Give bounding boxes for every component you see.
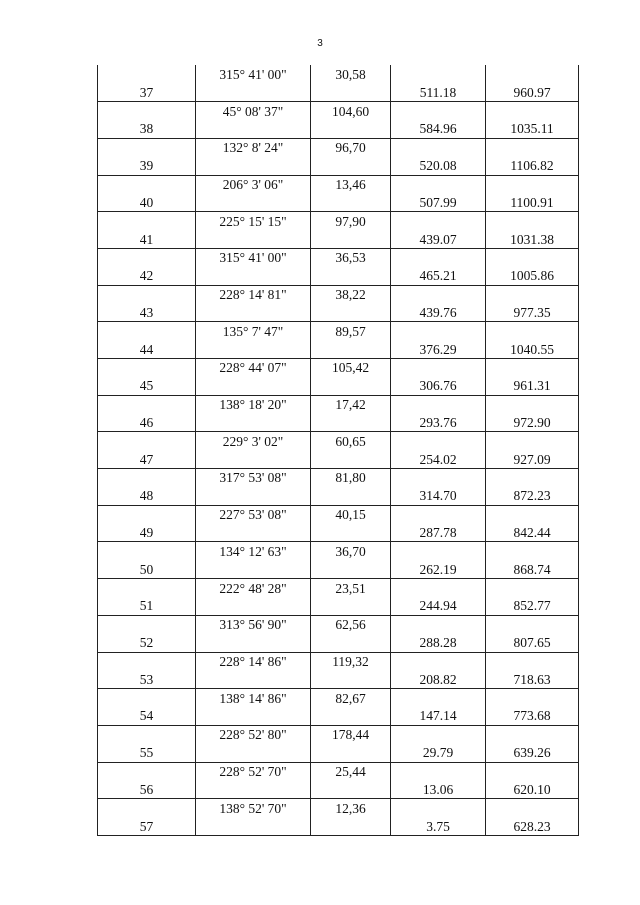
empty-cell	[98, 652, 196, 670]
empty-cell	[98, 469, 196, 487]
empty-cell	[98, 689, 196, 707]
empty-cell	[196, 487, 311, 505]
empty-cell	[391, 615, 486, 633]
direction-angle-cell: 135° 7' 47"	[196, 322, 311, 340]
segment-row	[98, 285, 579, 303]
direction-angle-cell: 45° 08' 37"	[196, 102, 311, 120]
distance-cell: 13,46	[311, 175, 391, 193]
direction-angle-cell: 228° 52' 80"	[196, 725, 311, 743]
point-row	[98, 487, 579, 505]
empty-cell	[391, 579, 486, 597]
point-number-cell: 56	[98, 780, 196, 798]
point-number-cell: 53	[98, 670, 196, 688]
empty-cell	[196, 340, 311, 358]
empty-cell	[98, 615, 196, 633]
distance-cell: 82,67	[311, 689, 391, 707]
empty-cell	[311, 560, 391, 578]
x-coordinate-cell: 376.29	[391, 340, 486, 358]
empty-cell	[311, 634, 391, 652]
y-coordinate-cell: 961.31	[486, 377, 579, 395]
point-number-cell: 39	[98, 157, 196, 175]
empty-cell	[196, 707, 311, 725]
point-number-cell: 41	[98, 230, 196, 248]
point-number-cell: 46	[98, 414, 196, 432]
point-number-cell: 57	[98, 817, 196, 835]
empty-cell	[486, 212, 579, 230]
empty-cell	[311, 157, 391, 175]
direction-angle-cell: 138° 52' 70"	[196, 799, 311, 817]
point-number-cell: 51	[98, 597, 196, 615]
empty-cell	[196, 303, 311, 321]
point-number-cell: 49	[98, 524, 196, 542]
x-coordinate-cell: 306.76	[391, 377, 486, 395]
x-coordinate-cell: 287.78	[391, 524, 486, 542]
empty-cell	[98, 212, 196, 230]
empty-cell	[311, 340, 391, 358]
x-coordinate-cell: 439.07	[391, 230, 486, 248]
point-number-cell: 50	[98, 560, 196, 578]
segment-row	[98, 799, 579, 817]
point-number-cell: 45	[98, 377, 196, 395]
distance-cell: 30,58	[311, 65, 391, 83]
segment-row	[98, 615, 579, 633]
empty-cell	[311, 707, 391, 725]
y-coordinate-cell: 773.68	[486, 707, 579, 725]
empty-cell	[486, 285, 579, 303]
y-coordinate-cell: 807.65	[486, 634, 579, 652]
empty-cell	[486, 65, 579, 83]
x-coordinate-cell: 208.82	[391, 670, 486, 688]
empty-cell	[311, 524, 391, 542]
direction-angle-cell: 132° 8' 24"	[196, 138, 311, 156]
y-coordinate-cell: 628.23	[486, 817, 579, 835]
x-coordinate-cell: 314.70	[391, 487, 486, 505]
y-coordinate-cell: 842.44	[486, 524, 579, 542]
empty-cell	[311, 670, 391, 688]
segment-row	[98, 652, 579, 670]
distance-cell: 105,42	[311, 359, 391, 377]
empty-cell	[391, 395, 486, 413]
coordinates-table-body	[98, 65, 579, 835]
empty-cell	[391, 432, 486, 450]
empty-cell	[311, 303, 391, 321]
empty-cell	[486, 432, 579, 450]
direction-angle-cell: 228° 14' 81"	[196, 285, 311, 303]
empty-cell	[486, 359, 579, 377]
point-number-cell: 38	[98, 120, 196, 138]
x-coordinate-cell: 13.06	[391, 780, 486, 798]
empty-cell	[196, 414, 311, 432]
page-number: 3	[317, 38, 323, 49]
point-row	[98, 597, 579, 615]
empty-cell	[486, 652, 579, 670]
empty-cell	[391, 248, 486, 266]
x-coordinate-cell: 439.76	[391, 303, 486, 321]
distance-cell: 178,44	[311, 725, 391, 743]
empty-cell	[311, 780, 391, 798]
distance-cell: 12,36	[311, 799, 391, 817]
y-coordinate-cell: 927.09	[486, 450, 579, 468]
empty-cell	[196, 267, 311, 285]
y-coordinate-cell: 872.23	[486, 487, 579, 505]
direction-angle-cell: 315° 41' 00"	[196, 248, 311, 266]
empty-cell	[311, 83, 391, 101]
empty-cell	[196, 780, 311, 798]
empty-cell	[98, 175, 196, 193]
y-coordinate-cell: 960.97	[486, 83, 579, 101]
point-number-cell: 47	[98, 450, 196, 468]
empty-cell	[98, 725, 196, 743]
direction-angle-cell: 206° 3' 06"	[196, 175, 311, 193]
point-number-cell: 52	[98, 634, 196, 652]
empty-cell	[486, 175, 579, 193]
point-number-cell: 44	[98, 340, 196, 358]
empty-cell	[196, 744, 311, 762]
empty-cell	[311, 487, 391, 505]
point-number-cell: 40	[98, 193, 196, 211]
distance-cell: 89,57	[311, 322, 391, 340]
empty-cell	[98, 285, 196, 303]
empty-cell	[311, 193, 391, 211]
empty-cell	[311, 817, 391, 835]
point-row	[98, 303, 579, 321]
segment-row	[98, 248, 579, 266]
empty-cell	[391, 212, 486, 230]
empty-cell	[98, 248, 196, 266]
point-number-cell: 42	[98, 267, 196, 285]
distance-cell: 60,65	[311, 432, 391, 450]
empty-cell	[98, 579, 196, 597]
direction-angle-cell: 222° 48' 28"	[196, 579, 311, 597]
x-coordinate-cell: 520.08	[391, 157, 486, 175]
segment-row	[98, 762, 579, 780]
point-row	[98, 670, 579, 688]
distance-cell: 40,15	[311, 505, 391, 523]
point-row	[98, 414, 579, 432]
empty-cell	[486, 725, 579, 743]
direction-angle-cell: 317° 53' 08"	[196, 469, 311, 487]
point-number-cell: 43	[98, 303, 196, 321]
direction-angle-cell: 228° 14' 86"	[196, 652, 311, 670]
empty-cell	[391, 322, 486, 340]
empty-cell	[311, 120, 391, 138]
y-coordinate-cell: 972.90	[486, 414, 579, 432]
point-row	[98, 267, 579, 285]
empty-cell	[391, 799, 486, 817]
empty-cell	[196, 230, 311, 248]
segment-row	[98, 395, 579, 413]
point-row	[98, 780, 579, 798]
segment-row	[98, 322, 579, 340]
point-row	[98, 707, 579, 725]
distance-cell: 81,80	[311, 469, 391, 487]
distance-cell: 119,32	[311, 652, 391, 670]
empty-cell	[391, 542, 486, 560]
point-row	[98, 524, 579, 542]
empty-cell	[98, 432, 196, 450]
x-coordinate-cell: 254.02	[391, 450, 486, 468]
empty-cell	[486, 615, 579, 633]
segment-row	[98, 359, 579, 377]
direction-angle-cell: 228° 44' 07"	[196, 359, 311, 377]
x-coordinate-cell: 244.94	[391, 597, 486, 615]
segment-row	[98, 689, 579, 707]
empty-cell	[391, 762, 486, 780]
empty-cell	[98, 799, 196, 817]
empty-cell	[391, 359, 486, 377]
segment-row	[98, 175, 579, 193]
point-row	[98, 120, 579, 138]
empty-cell	[311, 267, 391, 285]
empty-cell	[98, 65, 196, 83]
x-coordinate-cell: 465.21	[391, 267, 486, 285]
x-coordinate-cell: 293.76	[391, 414, 486, 432]
empty-cell	[196, 597, 311, 615]
y-coordinate-cell: 718.63	[486, 670, 579, 688]
y-coordinate-cell: 977.35	[486, 303, 579, 321]
segment-row	[98, 469, 579, 487]
empty-cell	[391, 505, 486, 523]
empty-cell	[391, 138, 486, 156]
segment-row	[98, 65, 579, 83]
empty-cell	[486, 542, 579, 560]
point-row	[98, 450, 579, 468]
point-number-cell: 37	[98, 83, 196, 101]
segment-row	[98, 212, 579, 230]
empty-cell	[196, 157, 311, 175]
y-coordinate-cell: 1005.86	[486, 267, 579, 285]
direction-angle-cell: 138° 14' 86"	[196, 689, 311, 707]
empty-cell	[196, 634, 311, 652]
point-row	[98, 230, 579, 248]
direction-angle-cell: 227° 53' 08"	[196, 505, 311, 523]
empty-cell	[311, 450, 391, 468]
empty-cell	[196, 83, 311, 101]
direction-angle-cell: 228° 52' 70"	[196, 762, 311, 780]
empty-cell	[311, 597, 391, 615]
distance-cell: 38,22	[311, 285, 391, 303]
empty-cell	[486, 248, 579, 266]
segment-row	[98, 432, 579, 450]
empty-cell	[486, 799, 579, 817]
empty-cell	[486, 469, 579, 487]
point-number-cell: 54	[98, 707, 196, 725]
empty-cell	[98, 102, 196, 120]
point-row	[98, 193, 579, 211]
empty-cell	[391, 102, 486, 120]
distance-cell: 104,60	[311, 102, 391, 120]
segment-row	[98, 505, 579, 523]
y-coordinate-cell: 1106.82	[486, 157, 579, 175]
empty-cell	[486, 395, 579, 413]
direction-angle-cell: 225° 15' 15"	[196, 212, 311, 230]
empty-cell	[391, 652, 486, 670]
point-number-cell: 48	[98, 487, 196, 505]
point-row	[98, 817, 579, 835]
point-row	[98, 744, 579, 762]
direction-angle-cell: 134° 12' 63"	[196, 542, 311, 560]
y-coordinate-cell: 1031.38	[486, 230, 579, 248]
empty-cell	[196, 524, 311, 542]
direction-angle-cell: 313° 56' 90"	[196, 615, 311, 633]
point-number-cell: 55	[98, 744, 196, 762]
point-row	[98, 377, 579, 395]
point-row	[98, 560, 579, 578]
distance-cell: 36,53	[311, 248, 391, 266]
y-coordinate-cell: 1100.91	[486, 193, 579, 211]
empty-cell	[391, 175, 486, 193]
y-coordinate-cell: 620.10	[486, 780, 579, 798]
point-row	[98, 83, 579, 101]
segment-row	[98, 138, 579, 156]
empty-cell	[486, 102, 579, 120]
empty-cell	[486, 322, 579, 340]
segment-row	[98, 542, 579, 560]
x-coordinate-cell: 584.96	[391, 120, 486, 138]
direction-angle-cell: 315° 41' 00"	[196, 65, 311, 83]
empty-cell	[98, 762, 196, 780]
empty-cell	[98, 395, 196, 413]
y-coordinate-cell: 1040.55	[486, 340, 579, 358]
empty-cell	[391, 725, 486, 743]
x-coordinate-cell: 29.79	[391, 744, 486, 762]
empty-cell	[391, 689, 486, 707]
y-coordinate-cell: 639.26	[486, 744, 579, 762]
empty-cell	[486, 689, 579, 707]
x-coordinate-cell: 507.99	[391, 193, 486, 211]
empty-cell	[98, 359, 196, 377]
x-coordinate-cell: 288.28	[391, 634, 486, 652]
x-coordinate-cell: 511.18	[391, 83, 486, 101]
y-coordinate-cell: 1035.11	[486, 120, 579, 138]
empty-cell	[196, 670, 311, 688]
x-coordinate-cell: 262.19	[391, 560, 486, 578]
empty-cell	[98, 505, 196, 523]
point-row	[98, 340, 579, 358]
x-coordinate-cell: 147.14	[391, 707, 486, 725]
distance-cell: 62,56	[311, 615, 391, 633]
distance-cell: 23,51	[311, 579, 391, 597]
empty-cell	[486, 138, 579, 156]
empty-cell	[311, 377, 391, 395]
empty-cell	[486, 579, 579, 597]
y-coordinate-cell: 868.74	[486, 560, 579, 578]
empty-cell	[391, 65, 486, 83]
empty-cell	[196, 120, 311, 138]
direction-angle-cell: 138° 18' 20"	[196, 395, 311, 413]
distance-cell: 25,44	[311, 762, 391, 780]
empty-cell	[391, 285, 486, 303]
y-coordinate-cell: 852.77	[486, 597, 579, 615]
distance-cell: 17,42	[311, 395, 391, 413]
coordinates-table	[97, 65, 579, 836]
segment-row	[98, 725, 579, 743]
point-row	[98, 634, 579, 652]
empty-cell	[98, 322, 196, 340]
distance-cell: 36,70	[311, 542, 391, 560]
empty-cell	[311, 414, 391, 432]
segment-row	[98, 579, 579, 597]
x-coordinate-cell: 3.75	[391, 817, 486, 835]
empty-cell	[486, 762, 579, 780]
empty-cell	[196, 377, 311, 395]
empty-cell	[196, 817, 311, 835]
empty-cell	[486, 505, 579, 523]
empty-cell	[98, 138, 196, 156]
distance-cell: 97,90	[311, 212, 391, 230]
point-row	[98, 157, 579, 175]
empty-cell	[391, 469, 486, 487]
segment-row	[98, 102, 579, 120]
empty-cell	[196, 450, 311, 468]
direction-angle-cell: 229° 3' 02"	[196, 432, 311, 450]
distance-cell: 96,70	[311, 138, 391, 156]
empty-cell	[311, 230, 391, 248]
empty-cell	[311, 744, 391, 762]
empty-cell	[196, 193, 311, 211]
empty-cell	[98, 542, 196, 560]
empty-cell	[196, 560, 311, 578]
